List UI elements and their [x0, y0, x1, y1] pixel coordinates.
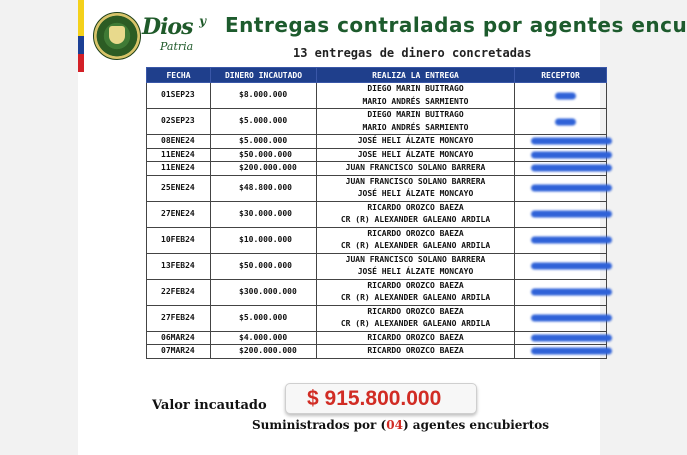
- delivery-person: DIEGO MARIN BUITRAGO: [367, 84, 464, 93]
- cell-dinero: $200.000.000: [211, 345, 317, 359]
- cell-dinero: $200.000.000: [211, 162, 317, 176]
- cell-fecha: 11ENE24: [147, 148, 211, 162]
- redaction-mark: [531, 348, 612, 355]
- cell-fecha: 22FEB24: [147, 279, 211, 305]
- page-subtitle: 13 entregas de dinero concretadas: [293, 46, 532, 60]
- redaction-mark: [531, 315, 612, 322]
- cell-fecha: 13FEB24: [147, 253, 211, 279]
- cell-receptor: [515, 109, 607, 135]
- cell-dinero: $50.000.000: [211, 148, 317, 162]
- table-row: [147, 227, 607, 253]
- table-header-row: [147, 68, 607, 83]
- cell-entrega: [317, 345, 515, 359]
- delivery-person: RICARDO OROZCO BAEZA: [367, 346, 464, 355]
- colombia-flag-icon: [78, 0, 84, 72]
- cell-entrega: [317, 305, 515, 331]
- cell-fecha: 27ENE24: [147, 201, 211, 227]
- delivery-person: JOSÉ HELI ÁLZATE MONCAYO: [357, 267, 474, 276]
- delivery-person: JUAN FRANCISCO SOLANO BARRERA: [345, 254, 486, 264]
- redaction-mark: [531, 165, 612, 172]
- table-row: [147, 175, 607, 201]
- cell-dinero: $48.800.000: [211, 175, 317, 201]
- cell-fecha: 02SEP23: [147, 109, 211, 135]
- cell-dinero: $5.000.000: [211, 305, 317, 331]
- table-row: [147, 135, 607, 149]
- delivery-person: MARIO ANDRÉS SARMIENTO: [362, 96, 469, 106]
- table-row: [147, 201, 607, 227]
- delivery-person: MARIO ANDRÉS SARMIENTO: [362, 122, 469, 132]
- column-header-fecha: FECHA: [147, 68, 211, 83]
- table-row: [147, 162, 607, 176]
- cell-dinero: $8.000.000: [211, 83, 317, 109]
- cell-entrega: [317, 148, 515, 162]
- delivery-person: DIEGO MARIN BUITRAGO: [367, 110, 464, 119]
- cell-dinero: $5.000.000: [211, 135, 317, 149]
- table-row: [147, 253, 607, 279]
- cell-entrega: [317, 227, 515, 253]
- deliveries-table: [146, 67, 607, 359]
- seized-amount: $ 915.800.000: [307, 387, 442, 410]
- redaction-mark: [531, 185, 612, 192]
- redaction-mark: [555, 92, 576, 99]
- delivery-person: JOSÉ HELI ÁLZATE MONCAYO: [357, 136, 474, 145]
- agents-note: Suministrados por (04) agentes encubiertos: [252, 418, 550, 432]
- cell-receptor: [515, 253, 607, 279]
- delivery-person: JOSE HELI ÁLZATE MONCAYO: [357, 149, 474, 159]
- cell-fecha: 06MAR24: [147, 331, 211, 345]
- cell-receptor: [515, 279, 607, 305]
- delivery-person: RICARDO OROZCO BAEZA: [367, 332, 464, 342]
- cell-fecha: 25ENE24: [147, 175, 211, 201]
- cell-dinero: $50.000.000: [211, 253, 317, 279]
- cell-fecha: 08ENE24: [147, 135, 211, 149]
- delivery-person: RICARDO OROZCO BAEZA: [367, 306, 464, 316]
- redaction-mark: [555, 118, 576, 125]
- cell-receptor: [515, 305, 607, 331]
- table-row: [147, 331, 607, 345]
- cell-dinero: $10.000.000: [211, 227, 317, 253]
- redaction-mark: [531, 138, 612, 145]
- redaction-mark: [531, 334, 612, 341]
- delivery-person: JUAN FRANCISCO SOLANO BARRERA: [345, 176, 486, 186]
- cell-fecha: 07MAR24: [147, 345, 211, 359]
- cell-dinero: $30.000.000: [211, 201, 317, 227]
- cell-receptor: [515, 83, 607, 109]
- cell-fecha: 10FEB24: [147, 227, 211, 253]
- cell-fecha: 11ENE24: [147, 162, 211, 176]
- table-row: [147, 83, 607, 109]
- column-header-receptor: RECEPTOR: [515, 68, 607, 83]
- cell-dinero: $300.000.000: [211, 279, 317, 305]
- cell-entrega: [317, 201, 515, 227]
- redaction-mark: [531, 211, 612, 218]
- cell-receptor: [515, 148, 607, 162]
- cell-entrega: [317, 162, 515, 176]
- table-row: [147, 279, 607, 305]
- cell-entrega: [317, 109, 515, 135]
- delivery-person: CR (R) ALEXANDER GALEANO ARDILA: [340, 319, 491, 328]
- cell-dinero: $4.000.000: [211, 331, 317, 345]
- cell-receptor: [515, 201, 607, 227]
- cell-entrega: [317, 83, 515, 109]
- cell-fecha: 01SEP23: [147, 83, 211, 109]
- table-row: [147, 109, 607, 135]
- redaction-mark: [531, 263, 612, 270]
- table-row: [147, 305, 607, 331]
- cell-entrega: [317, 175, 515, 201]
- column-header-dinero: DINERO INCAUTADO: [211, 68, 317, 83]
- cell-receptor: [515, 227, 607, 253]
- cell-entrega: [317, 135, 515, 149]
- delivery-person: RICARDO OROZCO BAEZA: [367, 280, 464, 290]
- cell-receptor: [515, 162, 607, 176]
- logo-text: Dios $^y$: [142, 14, 206, 40]
- redaction-mark: [531, 237, 612, 244]
- cell-receptor: [515, 331, 607, 345]
- cell-dinero: $5.000.000: [211, 109, 317, 135]
- redaction-mark: [531, 151, 612, 158]
- cell-entrega: [317, 279, 515, 305]
- page-title: Entregas contraladas por agentes encu: [225, 13, 687, 37]
- cell-receptor: [515, 345, 607, 359]
- cell-entrega: [317, 253, 515, 279]
- delivery-person: JOSÉ HELI ÁLZATE MONCAYO: [357, 189, 474, 198]
- delivery-person: CR (R) ALEXANDER GALEANO ARDILA: [340, 241, 491, 250]
- delivery-person: CR (R) ALEXANDER GALEANO ARDILA: [340, 215, 491, 224]
- delivery-person: RICARDO OROZCO BAEZA: [367, 202, 464, 212]
- seized-value-label: Valor incautado: [152, 398, 267, 413]
- logo-subtext: Patria: [160, 40, 194, 53]
- redaction-mark: [531, 289, 612, 296]
- table-row: [147, 345, 607, 359]
- cell-receptor: [515, 135, 607, 149]
- column-header-entrega: REALIZA LA ENTREGA: [317, 68, 515, 83]
- delivery-person: RICARDO OROZCO BAEZA: [367, 228, 464, 238]
- table-body: [147, 83, 607, 359]
- delivery-person: JUAN FRANCISCO SOLANO BARRERA: [345, 163, 486, 172]
- cell-receptor: [515, 175, 607, 201]
- table-row: [147, 148, 607, 162]
- police-seal-icon: [93, 12, 141, 60]
- cell-entrega: [317, 331, 515, 345]
- delivery-person: CR (R) ALEXANDER GALEANO ARDILA: [340, 293, 491, 302]
- cell-fecha: 27FEB24: [147, 305, 211, 331]
